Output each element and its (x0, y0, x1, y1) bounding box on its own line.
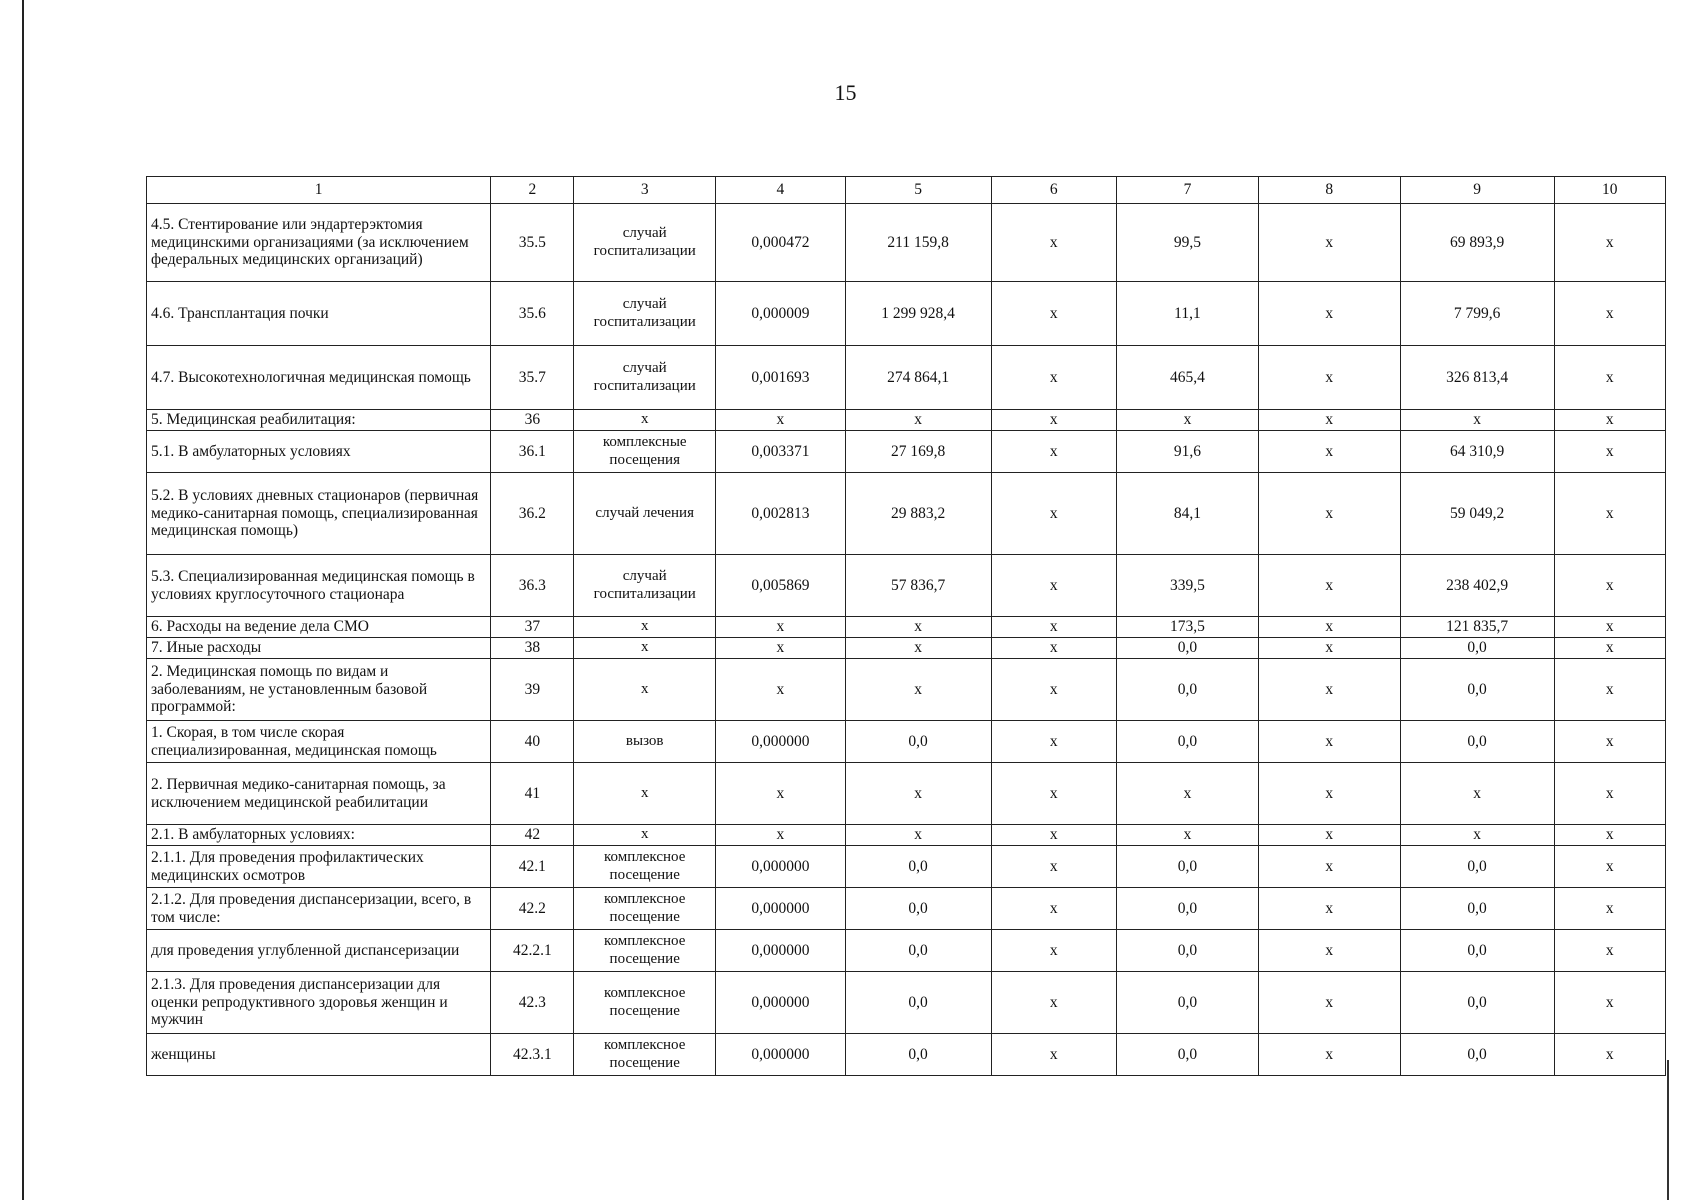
col-9-cell: 0,0 (1400, 638, 1554, 659)
cost-norm-cell: x (845, 659, 991, 721)
table-row (147, 846, 1666, 888)
cost-norm-cell: x (845, 410, 991, 431)
volume-norm-cell: 0,000000 (716, 846, 846, 888)
cost-norm-cell: 1 299 928,4 (845, 282, 991, 346)
col-7-cell: x (1117, 410, 1259, 431)
col-6-cell: x (991, 617, 1117, 638)
row-code-cell: 35.7 (491, 346, 574, 410)
row-name-cell: 2. Медицинская помощь по видам и заболеваниям, не установленным базовой программой: (147, 659, 491, 721)
col-6-cell: x (991, 659, 1117, 721)
unit-cell: комплексное посещение (574, 930, 716, 972)
table-row (147, 204, 1666, 282)
col-8-cell: x (1258, 555, 1400, 617)
col-10-cell: x (1554, 1034, 1665, 1076)
col-9-cell: 121 835,7 (1400, 617, 1554, 638)
col-6-cell: x (991, 846, 1117, 888)
unit-cell: случай госпитализации (574, 282, 716, 346)
cost-norm-cell: x (845, 763, 991, 825)
volume-norm-cell: 0,001693 (716, 346, 846, 410)
col-6-cell: x (991, 204, 1117, 282)
row-code-cell: 36 (491, 410, 574, 431)
table-row (147, 555, 1666, 617)
cost-norm-cell: x (845, 617, 991, 638)
volume-norm-cell: 0,000000 (716, 930, 846, 972)
row-code-cell: 36.2 (491, 473, 574, 555)
unit-cell: случай госпитализации (574, 555, 716, 617)
table-row (147, 617, 1666, 638)
volume-norm-cell: 0,000000 (716, 972, 846, 1034)
unit-cell: случай госпитализации (574, 346, 716, 410)
table-row (147, 888, 1666, 930)
row-name-cell: 5.2. В условиях дневных стационаров (первичная медико-санитарная помощь, специализированная медицинская помощь) (147, 473, 491, 555)
col-10-cell: x (1554, 346, 1665, 410)
col-9-cell: 0,0 (1400, 972, 1554, 1034)
row-name-cell: 2. Первичная медико-санитарная помощь, за исключением медицинской реабилитации (147, 763, 491, 825)
table-row (147, 825, 1666, 846)
row-code-cell: 42.3 (491, 972, 574, 1034)
col-7-cell: 0,0 (1117, 930, 1259, 972)
col-8-cell: x (1258, 617, 1400, 638)
unit-cell: x (574, 617, 716, 638)
col-7-cell: 0,0 (1117, 1034, 1259, 1076)
row-code-cell: 42.1 (491, 846, 574, 888)
row-code-cell: 38 (491, 638, 574, 659)
col-6-cell: x (991, 473, 1117, 555)
table-row (147, 638, 1666, 659)
page-left-edge (22, 0, 24, 1200)
col-6-cell: x (991, 888, 1117, 930)
row-code-cell: 36.1 (491, 431, 574, 473)
page-right-edge (1667, 1060, 1669, 1200)
col-7-cell: 84,1 (1117, 473, 1259, 555)
col-8-cell: x (1258, 721, 1400, 763)
col-6-cell: x (991, 721, 1117, 763)
volume-norm-cell: 0,000000 (716, 721, 846, 763)
col-9-cell: x (1400, 763, 1554, 825)
col-10-cell: x (1554, 431, 1665, 473)
col-8-cell: x (1258, 346, 1400, 410)
column-header: 6 (991, 177, 1117, 204)
col-8-cell: x (1258, 431, 1400, 473)
row-name-cell: 2.1.2. Для проведения диспансеризации, всего, в том числе: (147, 888, 491, 930)
table-row (147, 721, 1666, 763)
col-10-cell: x (1554, 930, 1665, 972)
col-10-cell: x (1554, 638, 1665, 659)
row-name-cell: 5. Медицинская реабилитация: (147, 410, 491, 431)
row-name-cell: 6. Расходы на ведение дела СМО (147, 617, 491, 638)
table-row (147, 763, 1666, 825)
col-8-cell: x (1258, 846, 1400, 888)
unit-cell: комплексное посещение (574, 846, 716, 888)
row-code-cell: 36.3 (491, 555, 574, 617)
unit-cell: случай лечения (574, 473, 716, 555)
row-code-cell: 39 (491, 659, 574, 721)
col-6-cell: x (991, 410, 1117, 431)
col-8-cell: x (1258, 473, 1400, 555)
column-header: 4 (716, 177, 846, 204)
column-header: 7 (1117, 177, 1259, 204)
col-9-cell: 0,0 (1400, 659, 1554, 721)
cost-norm-cell: 29 883,2 (845, 473, 991, 555)
row-name-cell: 4.7. Высокотехнологичная медицинская помощь (147, 346, 491, 410)
cost-norm-cell: 0,0 (845, 888, 991, 930)
col-6-cell: x (991, 431, 1117, 473)
col-6-cell: x (991, 930, 1117, 972)
col-10-cell: x (1554, 888, 1665, 930)
col-6-cell: x (991, 638, 1117, 659)
col-7-cell: 99,5 (1117, 204, 1259, 282)
col-10-cell: x (1554, 410, 1665, 431)
col-7-cell: 0,0 (1117, 846, 1259, 888)
table-row (147, 431, 1666, 473)
col-9-cell: 0,0 (1400, 930, 1554, 972)
column-header: 8 (1258, 177, 1400, 204)
unit-cell: x (574, 638, 716, 659)
table-row (147, 930, 1666, 972)
col-7-cell: 0,0 (1117, 972, 1259, 1034)
col-8-cell: x (1258, 888, 1400, 930)
col-7-cell: 91,6 (1117, 431, 1259, 473)
col-7-cell: 0,0 (1117, 659, 1259, 721)
col-10-cell: x (1554, 282, 1665, 346)
row-code-cell: 42 (491, 825, 574, 846)
col-9-cell: 238 402,9 (1400, 555, 1554, 617)
col-10-cell: x (1554, 659, 1665, 721)
col-9-cell: x (1400, 410, 1554, 431)
volume-norm-cell: 0,000009 (716, 282, 846, 346)
col-8-cell: x (1258, 638, 1400, 659)
row-name-cell: 4.6. Трансплантация почки (147, 282, 491, 346)
table-row (147, 659, 1666, 721)
cost-norm-cell: 0,0 (845, 972, 991, 1034)
row-name-cell: 2.1. В амбулаторных условиях: (147, 825, 491, 846)
col-10-cell: x (1554, 825, 1665, 846)
column-header: 9 (1400, 177, 1554, 204)
col-7-cell: 11,1 (1117, 282, 1259, 346)
col-8-cell: x (1258, 282, 1400, 346)
col-9-cell: 0,0 (1400, 1034, 1554, 1076)
column-header: 2 (491, 177, 574, 204)
row-code-cell: 35.6 (491, 282, 574, 346)
col-7-cell: x (1117, 825, 1259, 846)
data-table (146, 176, 1666, 1076)
col-9-cell: x (1400, 825, 1554, 846)
col-10-cell: x (1554, 473, 1665, 555)
volume-norm-cell: x (716, 617, 846, 638)
col-6-cell: x (991, 555, 1117, 617)
row-code-cell: 37 (491, 617, 574, 638)
col-9-cell: 64 310,9 (1400, 431, 1554, 473)
col-9-cell: 326 813,4 (1400, 346, 1554, 410)
volume-norm-cell: 0,003371 (716, 431, 846, 473)
row-code-cell: 42.2.1 (491, 930, 574, 972)
table-header-row (147, 177, 1666, 204)
col-8-cell: x (1258, 930, 1400, 972)
unit-cell: комплексное посещение (574, 888, 716, 930)
row-name-cell: 4.5. Стентирование или эндартерэктомия медицинскими организациями (за исключением федеральных медицинских организаций) (147, 204, 491, 282)
col-6-cell: x (991, 1034, 1117, 1076)
col-10-cell: x (1554, 721, 1665, 763)
col-7-cell: 465,4 (1117, 346, 1259, 410)
unit-cell: случай госпитализации (574, 204, 716, 282)
unit-cell: вызов (574, 721, 716, 763)
table-row (147, 410, 1666, 431)
col-6-cell: x (991, 346, 1117, 410)
page-number: 15 (834, 80, 857, 105)
col-8-cell: x (1258, 1034, 1400, 1076)
col-9-cell: 7 799,6 (1400, 282, 1554, 346)
col-8-cell: x (1258, 825, 1400, 846)
col-10-cell: x (1554, 555, 1665, 617)
unit-cell: x (574, 410, 716, 431)
col-6-cell: x (991, 763, 1117, 825)
col-9-cell: 0,0 (1400, 721, 1554, 763)
col-7-cell: x (1117, 763, 1259, 825)
row-code-cell: 35.5 (491, 204, 574, 282)
col-7-cell: 0,0 (1117, 721, 1259, 763)
table-row (147, 282, 1666, 346)
row-name-cell: 5.3. Специализированная медицинская помощь в условиях круглосуточного стационара (147, 555, 491, 617)
row-name-cell: женщины (147, 1034, 491, 1076)
row-name-cell: 7. Иные расходы (147, 638, 491, 659)
col-8-cell: x (1258, 763, 1400, 825)
col-8-cell: x (1258, 204, 1400, 282)
volume-norm-cell: x (716, 410, 846, 431)
cost-norm-cell: 0,0 (845, 1034, 991, 1076)
cost-norm-cell: 0,0 (845, 721, 991, 763)
unit-cell: комплексное посещение (574, 972, 716, 1034)
cost-norm-cell: 0,0 (845, 930, 991, 972)
cost-norm-cell: x (845, 638, 991, 659)
col-6-cell: x (991, 282, 1117, 346)
column-header: 5 (845, 177, 991, 204)
col-6-cell: x (991, 972, 1117, 1034)
unit-cell: x (574, 825, 716, 846)
col-10-cell: x (1554, 763, 1665, 825)
volume-norm-cell: 0,002813 (716, 473, 846, 555)
col-6-cell: x (991, 825, 1117, 846)
col-9-cell: 59 049,2 (1400, 473, 1554, 555)
row-code-cell: 40 (491, 721, 574, 763)
col-8-cell: x (1258, 410, 1400, 431)
row-code-cell: 42.2 (491, 888, 574, 930)
cost-norm-cell: 211 159,8 (845, 204, 991, 282)
row-name-cell: для проведения углубленной диспансеризации (147, 930, 491, 972)
col-10-cell: x (1554, 972, 1665, 1034)
unit-cell: комплексные посещения (574, 431, 716, 473)
cost-norm-cell: 0,0 (845, 846, 991, 888)
col-8-cell: x (1258, 659, 1400, 721)
col-7-cell: 339,5 (1117, 555, 1259, 617)
row-name-cell: 2.1.1. Для проведения профилактических медицинских осмотров (147, 846, 491, 888)
unit-cell: x (574, 659, 716, 721)
volume-norm-cell: x (716, 763, 846, 825)
cost-norm-cell: 274 864,1 (845, 346, 991, 410)
table-row (147, 1034, 1666, 1076)
unit-cell: комплексное посещение (574, 1034, 716, 1076)
col-10-cell: x (1554, 846, 1665, 888)
unit-cell: x (574, 763, 716, 825)
col-7-cell: 0,0 (1117, 888, 1259, 930)
col-10-cell: x (1554, 617, 1665, 638)
table-row (147, 346, 1666, 410)
row-name-cell: 1. Скорая, в том числе скорая специализированная, медицинская помощь (147, 721, 491, 763)
column-header: 10 (1554, 177, 1665, 204)
row-code-cell: 42.3.1 (491, 1034, 574, 1076)
col-9-cell: 0,0 (1400, 846, 1554, 888)
column-header: 3 (574, 177, 716, 204)
volume-norm-cell: x (716, 659, 846, 721)
row-name-cell: 2.1.3. Для проведения диспансеризации для оценки репродуктивного здоровья женщин и мужчин (147, 972, 491, 1034)
cost-norm-cell: 57 836,7 (845, 555, 991, 617)
column-header: 1 (147, 177, 491, 204)
row-name-cell: 5.1. В амбулаторных условиях (147, 431, 491, 473)
cost-norm-cell: 27 169,8 (845, 431, 991, 473)
volume-norm-cell: 0,000472 (716, 204, 846, 282)
cost-norm-cell: x (845, 825, 991, 846)
volume-norm-cell: 0,000000 (716, 1034, 846, 1076)
col-7-cell: 0,0 (1117, 638, 1259, 659)
col-10-cell: x (1554, 204, 1665, 282)
col-8-cell: x (1258, 972, 1400, 1034)
row-code-cell: 41 (491, 763, 574, 825)
col-7-cell: 173,5 (1117, 617, 1259, 638)
volume-norm-cell: x (716, 638, 846, 659)
col-9-cell: 0,0 (1400, 888, 1554, 930)
volume-norm-cell: 0,005869 (716, 555, 846, 617)
table-row (147, 473, 1666, 555)
volume-norm-cell: x (716, 825, 846, 846)
col-9-cell: 69 893,9 (1400, 204, 1554, 282)
table-row (147, 972, 1666, 1034)
volume-norm-cell: 0,000000 (716, 888, 846, 930)
